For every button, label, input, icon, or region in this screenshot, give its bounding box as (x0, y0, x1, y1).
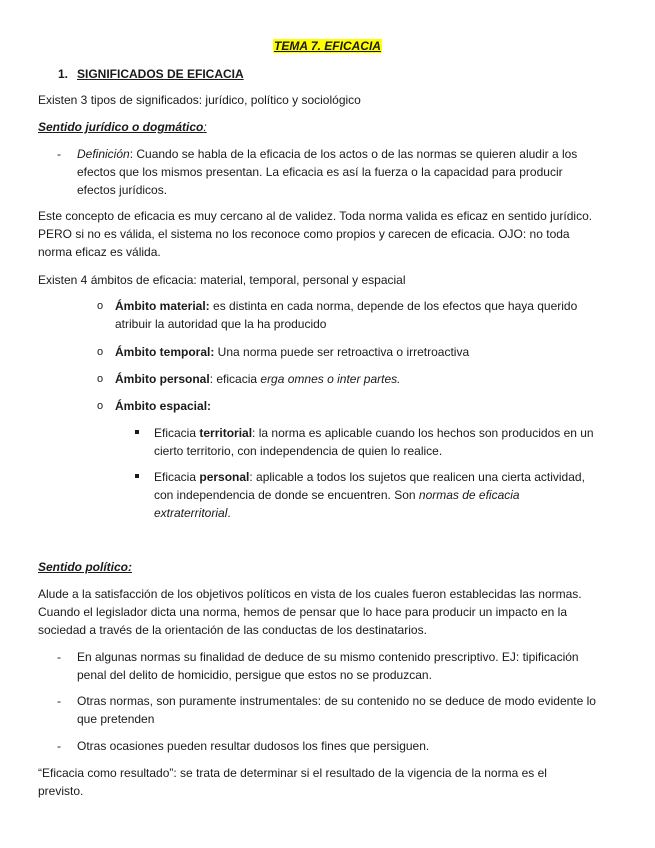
square-bullet (135, 430, 139, 434)
list-item: En algunas normas su finalidad de deduce de su mismo contenido prescriptivo. EJ: tipificación (77, 650, 579, 664)
list-item-cont: penal del delito de homicidio, persigue que estos no se produzcan. (77, 668, 432, 682)
resultado-line: previsto. (38, 784, 84, 798)
section-heading: SIGNIFICADOS DE EFICACIA (77, 67, 244, 81)
ambito-personal: Ámbito personal: eficacia erga omnes o inter partes. (115, 372, 401, 386)
paragraph-line: PERO si no es válida, el sistema no los reconoce como propios y carecen de eficacia. OJO: no toda (38, 227, 570, 241)
dash-bullet: - (57, 147, 61, 161)
circle-bullet: o (97, 346, 104, 358)
ambito-material: Ámbito material: es distinta en cada norma, depende de los efectos que haya querido (115, 299, 578, 313)
ambito-material-cont: atribuir la autoridad que la ha producido (115, 317, 327, 331)
section-number: 1. (58, 67, 69, 81)
circle-bullet: o (97, 373, 104, 385)
eficacia-personal-cont: con independencia de donde se encuentren. Son normas de eficacia (154, 488, 520, 502)
list-item: Otras ocasiones pueden resultar dudosos los fines que persiguen. (77, 739, 430, 753)
intro-text: Existen 3 tipos de significados: jurídico, político y sociológico (38, 93, 361, 107)
circle-bullet: o (97, 400, 104, 412)
list-item-cont: que pretenden (77, 712, 155, 726)
paragraph-line: Cuando el legislador dicta una norma, hemos de pensar que lo hace para producir un impacto en la (38, 605, 567, 619)
circle-bullet: o (97, 300, 104, 312)
eficacia-personal: Eficacia personal: aplicable a todos los sujetos que realicen una cierta actividad, (154, 470, 585, 484)
definition-line: efectos jurídicos. (77, 183, 168, 197)
definition-line: Definición: Cuando se habla de la eficacia de los actos o de las normas se quieren aludir a los (77, 147, 578, 161)
eficacia-territorial-cont: cierto territorio, con independencia de quien lo realice. (154, 444, 443, 458)
dash-bullet: - (57, 650, 61, 664)
paragraph-line: Este concepto de eficacia es muy cercano al de validez. Toda norma valida es eficaz en sentido jurídico. (38, 209, 593, 223)
juridico-heading: Sentido jurídico o dogmático: (38, 120, 207, 134)
definition-line: efectos que los mismos presentan. La eficacia es así la fuerza o la capacidad para producir (77, 165, 563, 179)
ambitos-intro: Existen 4 ámbitos de eficacia: material, temporal, personal y espacial (38, 273, 406, 287)
paragraph-line: sociedad a través de la orientación de las conductas de los destinatarios. (38, 623, 427, 637)
politico-heading: Sentido político: (38, 560, 132, 574)
dash-bullet: - (57, 694, 61, 708)
eficacia-personal-cont: extraterritorial. (154, 506, 231, 520)
page-title: TEMA 7. EFICACIA (274, 39, 381, 53)
list-item: Otras normas, son puramente instrumentales: de su contenido no se deduce de modo evidente lo (77, 694, 596, 708)
dash-bullet: - (57, 739, 61, 753)
paragraph-line: norma eficaz es válida. (38, 245, 161, 259)
ambito-temporal: Ámbito temporal: Una norma puede ser retroactiva o irretroactiva (115, 345, 470, 359)
square-bullet (135, 474, 139, 478)
eficacia-territorial: Eficacia territorial: la norma es aplicable cuando los hechos son producidos en un (154, 426, 594, 440)
resultado-line: “Eficacia como resultado”: se trata de determinar si el resultado de la vigencia de la norma es el (38, 766, 547, 780)
ambito-espacial: Ámbito espacial: (115, 399, 212, 413)
paragraph-line: Alude a la satisfacción de los objetivos políticos en vista de los cuales fueron establecidas las normas. (38, 587, 582, 601)
